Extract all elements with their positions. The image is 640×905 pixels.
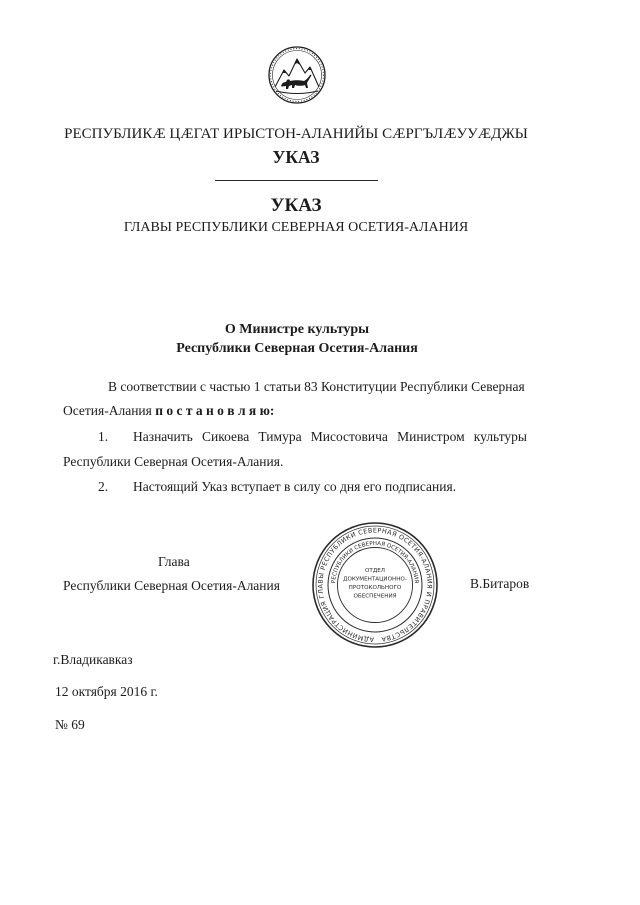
seal-center-line: ПРОТОКОЛЬНОГО — [348, 585, 402, 591]
decree-word: п о с т а н о в л я ю: — [155, 403, 275, 418]
subject-line-1: О Министре культуры — [224, 322, 370, 337]
item-2-line-1: Настоящий Указ вступает в силу со дня его подписания. — [133, 479, 457, 494]
preamble-line-1: В соответствии с частью 1 статьи 83 Конституции Республики Северная — [108, 379, 525, 394]
seal-middle-ring: РЕСПУБЛИКИ СЕВЕРНАЯ ОСЕТИЯ-АЛАНИЯ — [331, 540, 420, 584]
russian-title: ГЛАВЫ РЕСПУБЛИКИ СЕВЕРНАЯ ОСЕТИЯ-АЛАНИЯ — [123, 220, 469, 235]
subject-line-2: Республики Северная Осетия-Алания — [176, 341, 418, 356]
issue-place: г.Владикавказ — [53, 652, 133, 667]
header-divider — [215, 180, 378, 181]
item-number: 2. — [98, 479, 109, 494]
document-number: № 69 — [55, 717, 85, 732]
official-seal — [310, 520, 440, 650]
item-1-line-1: Назначить Сикоева Тимура Мисостовича Министром культуры — [133, 429, 527, 444]
item-1-line-2: Республики Северная Осетия-Алания. — [63, 454, 284, 469]
signer-name: В.Битаров — [470, 576, 530, 591]
item-number: 1. — [98, 429, 109, 444]
seal-center-line: ОБЕСПЕЧЕНИЯ — [353, 593, 397, 600]
coat-of-arms-icon — [267, 45, 327, 105]
ossetian-doc-type: УКАЗ — [272, 147, 320, 167]
preamble-line-2 — [63, 402, 274, 420]
signature-position-line-1: Глава — [158, 554, 190, 569]
signature-position-line-2: Республики Северная Осетия-Алания — [63, 578, 280, 593]
preamble-text: Осетия-Алания — [63, 403, 156, 418]
seal-center-line: ОТДЕЛ — [365, 568, 385, 574]
ossetian-title: РЕСПУБЛИКÆ ЦÆГАТ ИРЫСТОН-АЛАНИЙЫ СÆРГЪЛÆУУÆДЖЫ — [64, 126, 528, 142]
seal-center-line: ДОКУМЕНТАЦИОННО- — [343, 576, 407, 583]
russian-doc-type: УКАЗ — [270, 195, 322, 216]
seal-outer-ring: АДМИНИСТРАЦИЯ ГЛАВЫ РЕСПУБЛИКИ СЕВЕРНАЯ ОСЕТИЯ-АЛАНИЯ И ПРАВИТЕЛЬСТВА — [316, 526, 434, 644]
issue-date: 12 октября 2016 г. — [55, 684, 158, 699]
